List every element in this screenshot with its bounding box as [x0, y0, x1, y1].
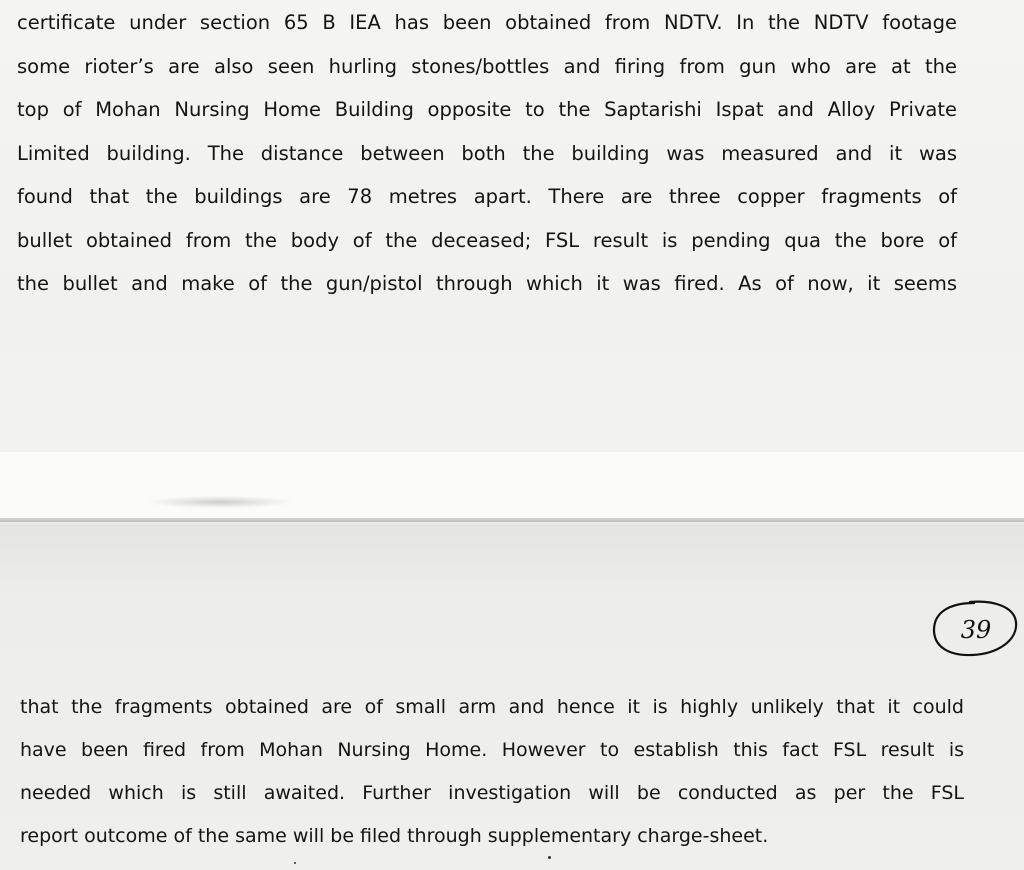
page-bottom-margin — [0, 452, 1024, 518]
text-line: top of Mohan Nursing Home Building opposite to the Saptarishi Ispat and Alloy Private — [17, 98, 957, 121]
page-number: 39 — [960, 616, 992, 644]
paragraph-bottom — [20, 686, 964, 858]
text-line: the bullet and make of the gun/pistol through which it was fired. As of now, it seems — [17, 272, 957, 295]
handwritten-circle-icon — [930, 598, 1018, 658]
text-line: certificate under section 65 B IEA has been obtained from NDTV. In the NDTV footage — [17, 11, 957, 34]
text-line: that the fragments obtained are of small arm and hence it is highly unlikely that it could — [20, 696, 964, 718]
page-edge-shadow — [0, 518, 1024, 522]
text-line: found that the buildings are 78 metres apart. There are three copper fragments of — [17, 185, 957, 208]
text-line: have been fired from Mohan Nursing Home. However to establish this fact FSL result is — [20, 739, 964, 761]
scan-speck — [548, 856, 551, 859]
text-line: bullet obtained from the body of the deceased; FSL result is pending qua the bore of — [17, 228, 957, 252]
text-line: report outcome of the same will be filed through supplementary charge-sheet. — [20, 825, 769, 847]
scan-smudge — [150, 496, 290, 508]
page-number-badge — [930, 598, 1018, 658]
scan-speck — [294, 862, 296, 864]
text-line: Limited building. The distance between both the building was measured and it was — [17, 141, 957, 165]
paragraph-top — [17, 1, 957, 306]
text-line: some rioter’s are also seen hurling stones/bottles and firing from gun who are at the — [17, 54, 957, 78]
text-line: needed which is still awaited. Further investigation will be conducted as per the FSL — [20, 782, 964, 804]
